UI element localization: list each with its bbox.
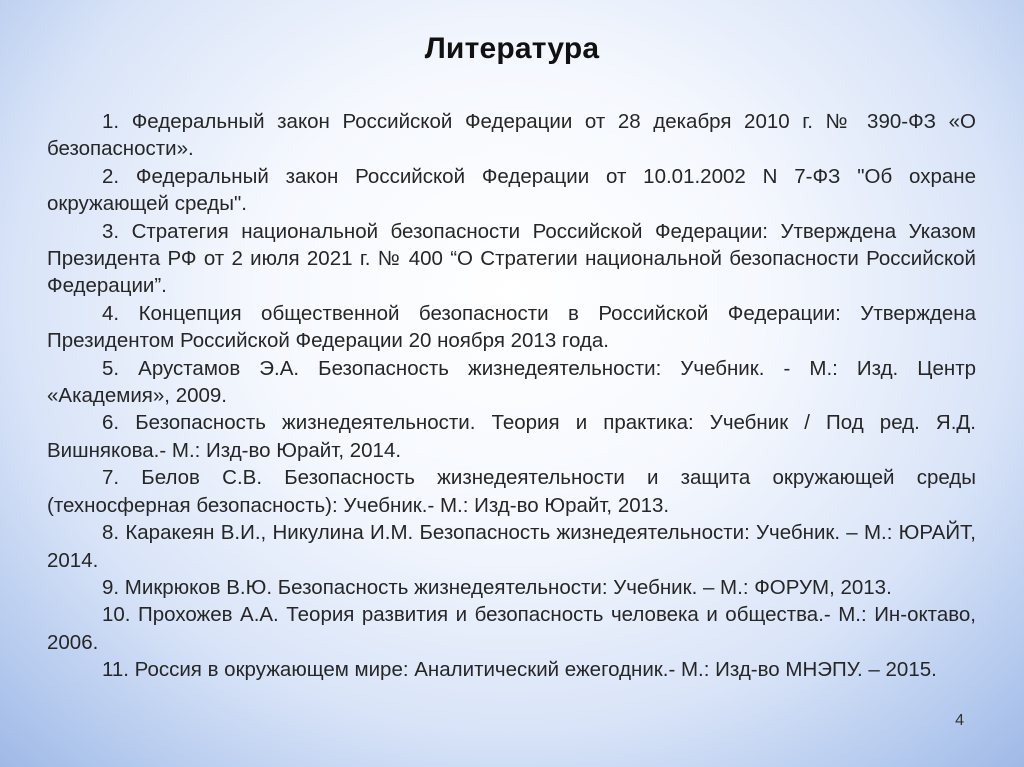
reference-item: 5. Арустамов Э.А. Безопасность жизнедеятельности: Учебник. - М.: Изд. Центр «Академия», 2009. <box>47 356 976 408</box>
slide-title: Литература <box>424 32 600 65</box>
reference-list <box>47 108 976 684</box>
reference-item: 2. Федеральный закон Российской Федерации от 10.01.2002 N 7-ФЗ "Об охране окружающей среды". <box>47 164 976 216</box>
reference-item: 6. Безопасность жизнедеятельности. Теория и практика: Учебник / Под ред. Я.Д. Вишнякова.- М.: Изд-во Юрайт, 2014. <box>47 411 976 462</box>
reference-item: 7. Белов С.В. Безопасность жизнедеятельности и защита окружающей среды (техносферная безопасность): Учебник.- М.: Изд-во Юрайт, 2013. <box>47 466 976 517</box>
reference-item: 1. Федеральный закон Российской Федерации от 28 декабря 2010 г. № 390-ФЗ «О безопасности». <box>47 110 976 161</box>
page-number: 4 <box>955 712 964 729</box>
reference-item: 9. Микрюков В.Ю. Безопасность жизнедеятельности: Учебник. – М.: ФОРУМ, 2013. <box>102 575 892 599</box>
reference-item: 8. Каракеян В.И., Никулина И.М. Безопасность жизнедеятельности: Учебник. – М.: ЮРАЙТ, 2014. <box>47 521 976 572</box>
reference-item: 10. Прохожев А.А. Теория развития и безопасность человека и общества.- М.: Ин-октаво, 2006. <box>47 603 976 654</box>
reference-item: 11. Россия в окружающем мире: Аналитический ежегодник.- М.: Изд-во МНЭПУ. – 2015. <box>102 658 937 682</box>
reference-item: 3. Стратегия национальной безопасности Российской Федерации: Утверждена Указом Президента РФ от 2 июля 2021 г. № 400 “О Стратегии национальной безопасности Российской Федерации”. <box>47 219 976 298</box>
reference-item: 4. Концепция общественной безопасности в Российской Федерации: Утверждена Президентом Российской Федерации 20 ноября 2013 года. <box>47 301 976 353</box>
